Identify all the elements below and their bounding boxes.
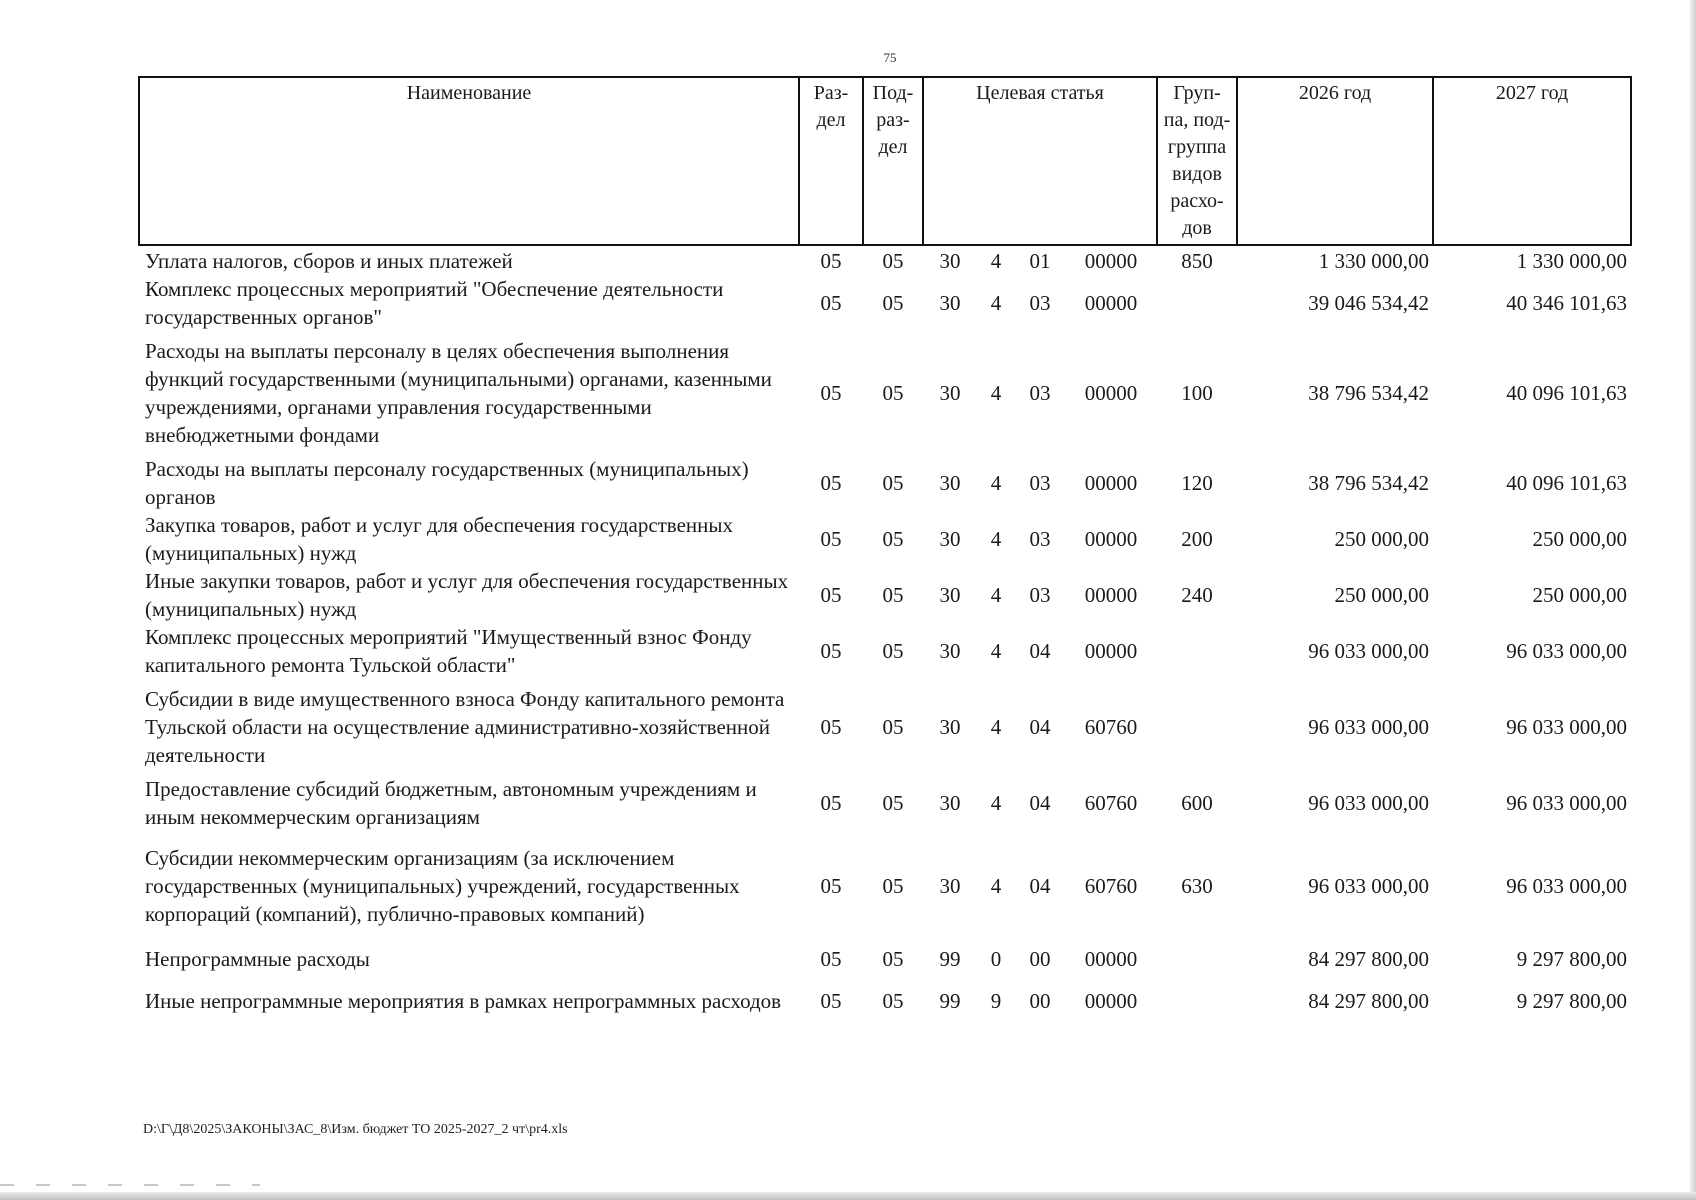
row-target-direction: 60760 <box>1084 791 1138 815</box>
row-target-direction: 00000 <box>1084 947 1138 971</box>
row-target-complex: 03 <box>1029 381 1051 405</box>
table-row <box>139 275 1631 331</box>
row-subsection: 05 <box>882 639 904 663</box>
table-row <box>139 775 1631 831</box>
header-expense-group: Груп- па, под- группа видов расхо- дов <box>1157 77 1237 245</box>
page-number: 75 <box>883 50 897 65</box>
row-amount-2027: 40 096 101,63 <box>1506 381 1628 405</box>
row-target-type: 4 <box>990 527 1002 551</box>
row-section: 05 <box>820 639 842 663</box>
row-target-program: 30 <box>939 381 961 405</box>
table-row <box>139 941 1631 977</box>
table-row <box>139 623 1631 679</box>
row-name: Непрограммные расходы <box>145 947 370 971</box>
row-section: 05 <box>820 471 842 495</box>
row-expense-group <box>1157 941 1237 977</box>
row-target-type: 4 <box>990 791 1002 815</box>
table-row <box>139 245 1631 275</box>
row-expense-group <box>1157 679 1237 775</box>
row-target-program: 30 <box>939 527 961 551</box>
row-target-complex: 04 <box>1029 791 1051 815</box>
row-expense-group: 850 <box>1181 248 1213 273</box>
row-target-program: 30 <box>939 639 961 663</box>
row-target-complex: 04 <box>1029 874 1051 898</box>
header-section: Раз- дел <box>799 77 863 245</box>
row-amount-2027: 96 033 000,00 <box>1506 791 1628 815</box>
row-target-program: 30 <box>939 471 961 495</box>
table-row <box>139 331 1631 455</box>
row-subsection: 05 <box>882 583 904 607</box>
row-expense-group: 100 <box>1181 381 1213 405</box>
row-target-program: 30 <box>939 791 961 815</box>
row-target-direction: 00000 <box>1084 381 1138 405</box>
row-subsection: 05 <box>882 291 904 315</box>
row-target-complex: 00 <box>1029 947 1051 971</box>
row-amount-2026: 96 033 000,00 <box>1308 791 1430 815</box>
row-expense-group <box>1157 623 1237 679</box>
row-subsection: 05 <box>882 791 904 815</box>
row-amount-2026: 38 796 534,42 <box>1308 381 1430 405</box>
row-target-direction: 00000 <box>1084 291 1138 315</box>
row-target-complex: 03 <box>1029 471 1051 495</box>
footer-file-path: D:\Г\Д8\2025\ЗАКОНЫ\ЗАС_8\Изм. бюджет ТО 2025-2027_2 чт\pr4.xls <box>143 1122 568 1137</box>
row-target-program: 99 <box>939 989 961 1013</box>
row-target-program: 30 <box>939 291 961 315</box>
row-target-program: 99 <box>939 947 961 971</box>
header-name: Наименование <box>139 77 799 245</box>
row-amount-2027: 40 096 101,63 <box>1506 471 1628 495</box>
row-amount-2026: 250 000,00 <box>1334 583 1430 607</box>
row-subsection: 05 <box>882 947 904 971</box>
row-target-direction: 00000 <box>1084 248 1138 273</box>
row-name: Предоставление субсидий бюджетным, автономным учреждениям и иным некоммерческим организациям <box>145 777 757 829</box>
row-amount-2026: 96 033 000,00 <box>1308 715 1430 739</box>
row-name: Иные непрограммные мероприятия в рамках непрограммных расходов <box>145 989 782 1013</box>
row-amount-2026: 96 033 000,00 <box>1308 874 1430 898</box>
row-target-direction: 00000 <box>1084 639 1138 663</box>
row-target-direction: 00000 <box>1084 989 1138 1013</box>
row-amount-2027: 9 297 800,00 <box>1516 989 1628 1013</box>
table-row <box>139 567 1631 623</box>
row-amount-2027: 9 297 800,00 <box>1516 947 1628 971</box>
header-row <box>139 77 1631 245</box>
row-name: Комплекс процессных мероприятий "Обеспечение деятельности государственных органов" <box>145 277 724 329</box>
row-section: 05 <box>820 874 842 898</box>
row-subsection: 05 <box>882 381 904 405</box>
header-subsection: Под- раз- дел <box>863 77 923 245</box>
row-target-direction: 60760 <box>1084 715 1138 739</box>
row-target-program: 30 <box>939 248 961 273</box>
row-name: Иные закупки товаров, работ и услуг для обеспечения государственных (муниципальных) нужд <box>145 569 789 621</box>
row-target-complex: 01 <box>1029 248 1051 273</box>
table-row <box>139 511 1631 567</box>
row-target-complex: 04 <box>1029 715 1051 739</box>
row-subsection: 05 <box>882 715 904 739</box>
row-subsection: 05 <box>882 874 904 898</box>
row-amount-2026: 96 033 000,00 <box>1308 639 1430 663</box>
row-target-type: 4 <box>990 715 1002 739</box>
row-target-complex: 00 <box>1029 989 1051 1013</box>
row-name: Комплекс процессных мероприятий "Имущественный взнос Фонду капитального ремонта Тульской области" <box>145 625 752 677</box>
row-expense-group <box>1157 977 1237 1025</box>
row-target-direction: 00000 <box>1084 527 1138 551</box>
header-target-article: Целевая статья <box>923 77 1157 245</box>
row-expense-group <box>1157 275 1237 331</box>
row-section: 05 <box>820 791 842 815</box>
row-expense-group: 240 <box>1181 583 1213 607</box>
row-target-direction: 00000 <box>1084 583 1138 607</box>
table-row <box>139 679 1631 775</box>
row-subsection: 05 <box>882 989 904 1013</box>
row-amount-2027: 250 000,00 <box>1532 527 1628 551</box>
row-expense-group: 200 <box>1181 527 1213 551</box>
scan-dashes <box>0 1184 260 1186</box>
row-name: Субсидии в виде имущественного взноса Фонду капитального ремонта Тульской области на осуществление административно-хозяйственной деятельности <box>145 687 785 767</box>
row-amount-2027: 1 330 000,00 <box>1516 248 1628 273</box>
row-section: 05 <box>820 989 842 1013</box>
table-body <box>139 245 1631 1025</box>
row-target-program: 30 <box>939 874 961 898</box>
row-target-complex: 03 <box>1029 527 1051 551</box>
row-amount-2027: 96 033 000,00 <box>1506 715 1628 739</box>
row-section: 05 <box>820 381 842 405</box>
header-year-2026: 2026 год <box>1237 77 1433 245</box>
row-section: 05 <box>820 248 842 273</box>
row-subsection: 05 <box>882 527 904 551</box>
row-name: Субсидии некоммерческим организациям (за исключением государственных (муниципальных) учреждений, государственных корпораций (компаний), публично-правовых компаний) <box>145 846 740 926</box>
table-row <box>139 455 1631 511</box>
row-target-type: 4 <box>990 381 1002 405</box>
row-expense-group: 120 <box>1181 471 1213 495</box>
row-section: 05 <box>820 583 842 607</box>
row-target-complex: 03 <box>1029 583 1051 607</box>
row-amount-2026: 39 046 534,42 <box>1308 291 1430 315</box>
table-row <box>139 831 1631 941</box>
row-section: 05 <box>820 947 842 971</box>
row-subsection: 05 <box>882 471 904 495</box>
row-name: Расходы на выплаты персоналу в целях обеспечения выполнения функций государственными (муниципальными) органами, казенными учреждениями, органами управления государственными внебюджетными фондами <box>145 339 772 447</box>
row-expense-group: 630 <box>1181 874 1213 898</box>
row-target-complex: 04 <box>1029 639 1051 663</box>
row-target-type: 0 <box>990 947 1002 971</box>
row-subsection: 05 <box>882 248 904 273</box>
row-name: Закупка товаров, работ и услуг для обеспечения государственных (муниципальных) нужд <box>145 513 734 565</box>
header-year-2027: 2027 год <box>1433 77 1631 245</box>
row-section: 05 <box>820 527 842 551</box>
row-amount-2026: 84 297 800,00 <box>1308 989 1430 1013</box>
row-amount-2026: 250 000,00 <box>1334 527 1430 551</box>
row-target-type: 4 <box>990 471 1002 495</box>
row-target-program: 30 <box>939 715 961 739</box>
row-amount-2026: 1 330 000,00 <box>1318 248 1430 273</box>
row-target-program: 30 <box>939 583 961 607</box>
row-expense-group: 600 <box>1181 791 1213 815</box>
scan-edge-bottom <box>0 1192 1696 1200</box>
row-amount-2027: 40 346 101,63 <box>1506 291 1628 315</box>
row-target-complex: 03 <box>1029 291 1051 315</box>
row-name: Уплата налогов, сборов и иных платежей <box>145 248 513 273</box>
row-name: Расходы на выплаты персоналу государственных (муниципальных) органов <box>145 457 749 509</box>
row-section: 05 <box>820 715 842 739</box>
row-target-type: 4 <box>990 291 1002 315</box>
row-amount-2027: 250 000,00 <box>1532 583 1628 607</box>
row-section: 05 <box>820 291 842 315</box>
row-amount-2027: 96 033 000,00 <box>1506 639 1628 663</box>
table-row <box>139 977 1631 1025</box>
row-target-type: 4 <box>990 248 1002 273</box>
row-target-direction: 60760 <box>1084 874 1138 898</box>
row-target-type: 9 <box>990 989 1002 1013</box>
budget-table <box>138 76 1632 1025</box>
row-amount-2027: 96 033 000,00 <box>1506 874 1628 898</box>
row-target-direction: 00000 <box>1084 471 1138 495</box>
row-amount-2026: 38 796 534,42 <box>1308 471 1430 495</box>
row-target-type: 4 <box>990 583 1002 607</box>
row-target-type: 4 <box>990 639 1002 663</box>
scan-edge-right <box>1690 0 1696 1200</box>
row-target-type: 4 <box>990 874 1002 898</box>
row-amount-2026: 84 297 800,00 <box>1308 947 1430 971</box>
